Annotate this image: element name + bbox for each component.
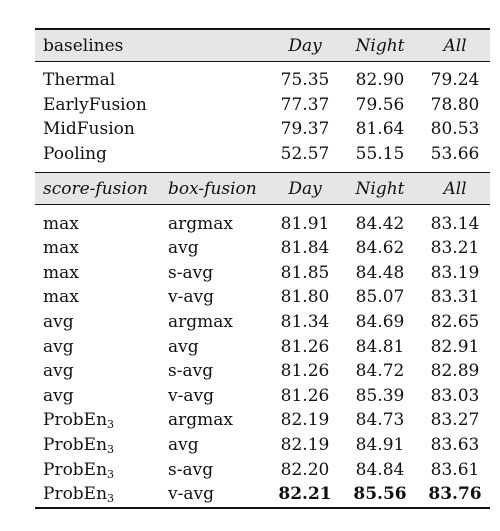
baselines-header-row	[35, 29, 490, 62]
score-fusion-name: avg	[43, 312, 74, 333]
night-value: 84.62	[355, 238, 405, 259]
score-fusion-name: ProbEn	[43, 410, 108, 431]
box-fusion-name: s-avg	[168, 361, 214, 382]
box-fusion-name: argmax	[168, 213, 233, 234]
score-fusion-name: avg	[43, 385, 74, 406]
day-value: 82.19	[280, 435, 330, 456]
box-fusion-name: s-avg	[168, 262, 214, 283]
day-value: 75.35	[280, 70, 330, 91]
all-value: 83.63	[430, 435, 480, 456]
day-value: 81.91	[280, 213, 330, 234]
table-row	[35, 457, 490, 482]
all-value: 83.21	[430, 238, 480, 259]
score-fusion-subscript: 3	[107, 467, 115, 481]
table-row	[35, 285, 490, 310]
all-value: 83.61	[430, 459, 480, 480]
table-row	[35, 482, 490, 508]
score-fusion-name: avg	[43, 361, 74, 382]
score-fusion-name: max	[43, 262, 79, 283]
day-value: 82.21	[270, 482, 340, 508]
night-value: 82.90	[355, 70, 405, 91]
method-name: EarlyFusion	[43, 94, 147, 115]
table-row	[35, 236, 490, 261]
box-fusion-name: v-avg	[168, 385, 214, 406]
all-value: 82.89	[430, 361, 480, 382]
day-value: 81.85	[280, 262, 330, 283]
col-night-header: Night	[340, 173, 420, 205]
table-row	[35, 334, 490, 359]
score-fusion-cell	[35, 236, 160, 261]
all-value: 78.80	[430, 94, 480, 115]
table-row	[35, 384, 490, 409]
score-fusion-name: ProbEn	[43, 484, 108, 505]
all-value: 83.03	[430, 385, 480, 406]
all-value: 83.31	[430, 287, 480, 308]
all-value: 82.65	[430, 312, 480, 333]
box-fusion-name: s-avg	[168, 459, 214, 480]
score-fusion-name: max	[43, 238, 79, 259]
col-all-header: All	[420, 173, 490, 205]
day-value: 81.26	[280, 361, 330, 382]
day-value: 81.84	[280, 238, 330, 259]
baselines-section	[35, 68, 490, 166]
night-value: 84.42	[355, 213, 405, 234]
all-value: 83.19	[430, 262, 480, 283]
night-value: 55.15	[355, 144, 405, 165]
day-value: 77.37	[280, 94, 330, 115]
night-value: 84.72	[355, 361, 405, 382]
day-value: 81.80	[280, 287, 330, 308]
score-fusion-cell	[35, 334, 160, 359]
day-value: 82.20	[280, 459, 330, 480]
table-row	[35, 433, 490, 458]
col-day-header: Day	[270, 173, 340, 205]
score-fusion-header: score-fusion	[35, 173, 160, 205]
score-fusion-cell	[35, 433, 160, 458]
score-fusion-cell	[35, 482, 160, 508]
score-fusion-name: max	[43, 287, 79, 308]
score-fusion-subscript: 3	[107, 492, 115, 506]
night-value: 84.73	[355, 410, 405, 431]
score-fusion-cell	[35, 211, 160, 236]
box-fusion-name: argmax	[168, 312, 233, 333]
all-value: 82.91	[430, 336, 480, 357]
box-fusion-name: v-avg	[168, 287, 214, 308]
table-row	[35, 68, 490, 93]
table-row	[35, 310, 490, 335]
day-value: 79.37	[280, 119, 330, 140]
score-fusion-cell	[35, 384, 160, 409]
score-fusion-name: ProbEn	[43, 459, 108, 480]
day-value: 81.26	[280, 336, 330, 357]
night-value: 84.84	[355, 459, 405, 480]
night-value: 84.69	[355, 312, 405, 333]
table-row	[35, 211, 490, 236]
method-name: MidFusion	[43, 119, 135, 140]
all-value: 83.76	[420, 482, 490, 508]
box-fusion-header: box-fusion	[160, 173, 270, 205]
fusion-header-row	[35, 173, 490, 205]
table-row	[35, 261, 490, 286]
score-fusion-subscript: 3	[107, 418, 115, 432]
col-day-header: Day	[270, 29, 340, 62]
all-value: 83.14	[430, 213, 480, 234]
score-fusion-cell	[35, 285, 160, 310]
night-value: 85.56	[340, 482, 420, 508]
table-row	[35, 93, 490, 118]
baselines-header-label: baselines	[35, 29, 270, 62]
night-value: 84.81	[355, 336, 405, 357]
score-fusion-subscript: 3	[107, 443, 115, 457]
night-value: 84.48	[355, 262, 405, 283]
score-fusion-cell	[35, 408, 160, 433]
score-fusion-name: max	[43, 213, 79, 234]
score-fusion-cell	[35, 261, 160, 286]
day-value: 82.19	[280, 410, 330, 431]
table-row	[35, 142, 490, 167]
all-value: 83.27	[430, 410, 480, 431]
box-fusion-name: avg	[168, 238, 199, 259]
night-value: 85.39	[355, 385, 405, 406]
score-fusion-cell	[35, 457, 160, 482]
box-fusion-name: argmax	[168, 410, 233, 431]
all-value: 80.53	[430, 119, 480, 140]
night-value: 81.64	[355, 119, 405, 140]
box-fusion-name: avg	[168, 336, 199, 357]
table-row	[35, 359, 490, 384]
box-fusion-name: avg	[168, 435, 199, 456]
box-fusion-name: v-avg	[160, 482, 270, 508]
col-all-header: All	[420, 29, 490, 62]
score-fusion-cell	[35, 359, 160, 384]
all-value: 79.24	[430, 70, 480, 91]
night-value: 85.07	[355, 287, 405, 308]
score-fusion-name: ProbEn	[43, 435, 108, 456]
col-night-header: Night	[340, 29, 420, 62]
night-value: 79.56	[355, 94, 405, 115]
fusion-section	[35, 211, 490, 507]
method-name: Thermal	[43, 70, 116, 91]
day-value: 81.26	[280, 385, 330, 406]
score-fusion-name: avg	[43, 336, 74, 357]
day-value: 81.34	[280, 312, 330, 333]
day-value: 52.57	[280, 144, 330, 165]
all-value: 53.66	[430, 144, 480, 165]
score-fusion-cell	[35, 310, 160, 335]
method-name: Pooling	[43, 144, 107, 165]
results-table	[35, 28, 490, 509]
table-row	[35, 117, 490, 142]
table-row	[35, 408, 490, 433]
night-value: 84.91	[355, 435, 405, 456]
